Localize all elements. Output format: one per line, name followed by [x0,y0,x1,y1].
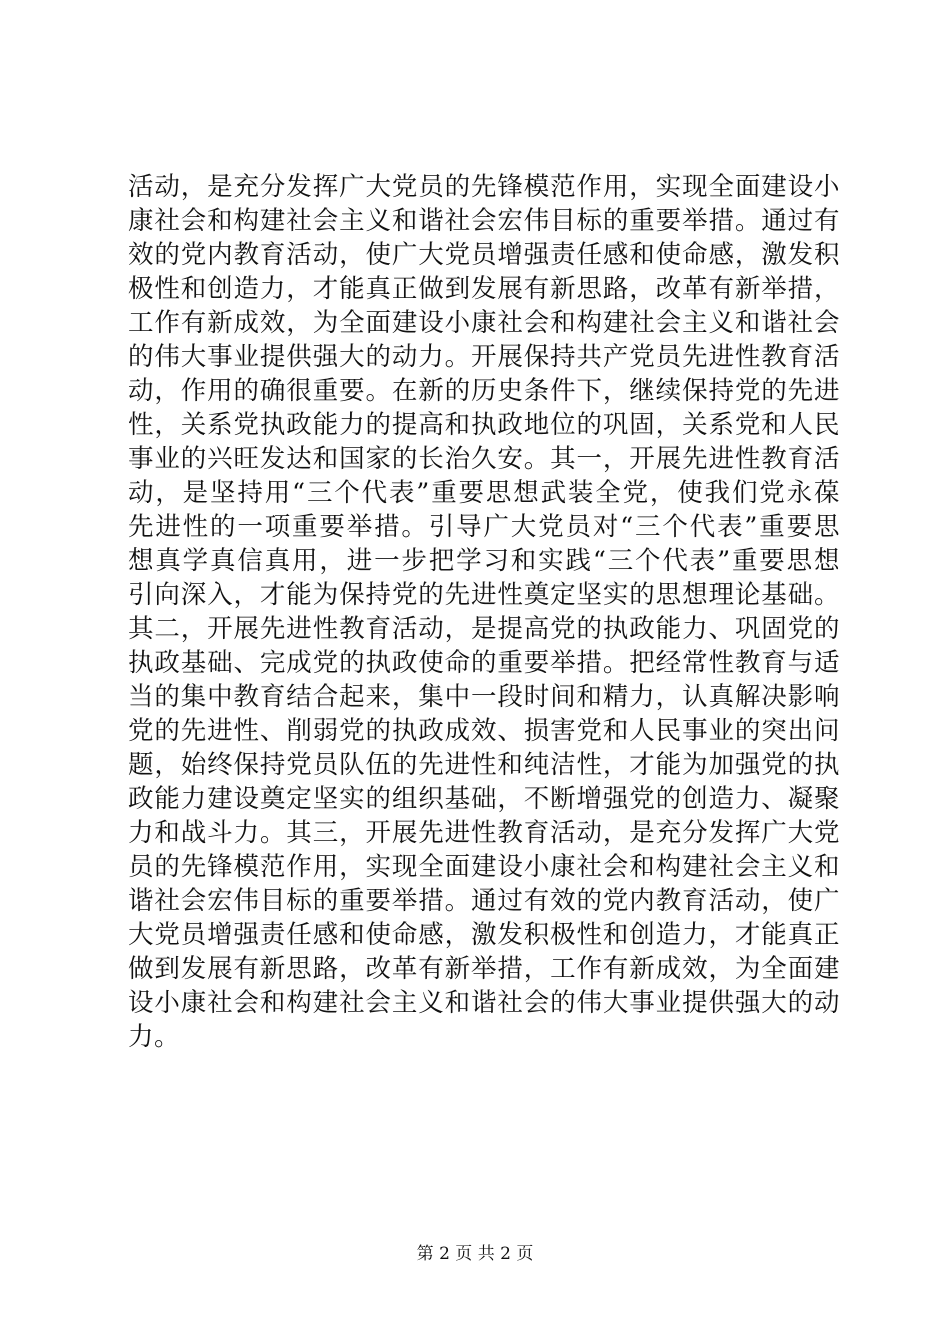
text-line: 力和战斗力。其三，开展先进性教育活动，是充分发挥广大党 [128,818,840,848]
text-line: 活动，是充分发挥广大党员的先锋模范作用，实现全面建设小 [128,172,840,202]
body-paragraph [128,170,840,1054]
text-line: 的伟大事业提供强大的动力。开展保持共产党员先进性教育活 [128,342,840,372]
text-line: 力。 [128,1022,181,1052]
text-line: 动，作用的确很重要。在新的历史条件下，继续保持党的先进 [128,376,840,406]
text-line: 做到发展有新思路，改革有新举措，工作有新成效，为全面建 [128,954,840,984]
text-line: 效的党内教育活动，使广大党员增强责任感和使命感，激发积 [128,240,840,270]
text-line: 工作有新成效，为全面建设小康社会和构建社会主义和谐社会 [128,308,840,338]
text-line: 当的集中教育结合起来，集中一段时间和精力，认真解决影响 [128,682,840,712]
text-line: 事业的兴旺发达和国家的长治久安。其一，开展先进性教育活 [128,444,840,474]
text-line: 大党员增强责任感和使命感，激发积极性和创造力，才能真正 [128,920,840,950]
text-line: 康社会和构建社会主义和谐社会宏伟目标的重要举措。通过有 [128,206,840,236]
page-number-footer: 第 2 页 共 2 页 [416,1244,534,1264]
text-line: 性，关系党执政能力的提高和执政地位的巩固，关系党和人民 [128,410,840,440]
text-line: 想真学真信真用，进一步把学习和实践“三个代表”重要思想 [128,546,840,576]
text-line: 其二，开展先进性教育活动，是提高党的执政能力、巩固党的 [128,614,840,644]
text-line: 极性和创造力，才能真正做到发展有新思路，改革有新举措， [128,274,840,304]
text-line: 执政基础、完成党的执政使命的重要举措。把经常性教育与适 [128,648,840,678]
text-line: 题，始终保持党员队伍的先进性和纯洁性，才能为加强党的执 [128,750,840,780]
text-line: 政能力建设奠定坚实的组织基础，不断增强党的创造力、凝聚 [128,784,840,814]
text-line: 党的先进性、削弱党的执政成效、损害党和人民事业的突出问 [128,716,840,746]
text-line: 引向深入，才能为保持党的先进性奠定坚实的思想理论基础。 [128,580,840,610]
text-line: 设小康社会和构建社会主义和谐社会的伟大事业提供强大的动 [128,988,840,1018]
text-line: 动，是坚持用“三个代表”重要思想武装全党，使我们党永葆 [128,478,840,508]
text-line: 先进性的一项重要举措。引导广大党员对“三个代表”重要思 [128,512,840,542]
text-line: 员的先锋模范作用，实现全面建设小康社会和构建社会主义和 [128,852,840,882]
text-line: 谐社会宏伟目标的重要举措。通过有效的党内教育活动，使广 [128,886,840,916]
